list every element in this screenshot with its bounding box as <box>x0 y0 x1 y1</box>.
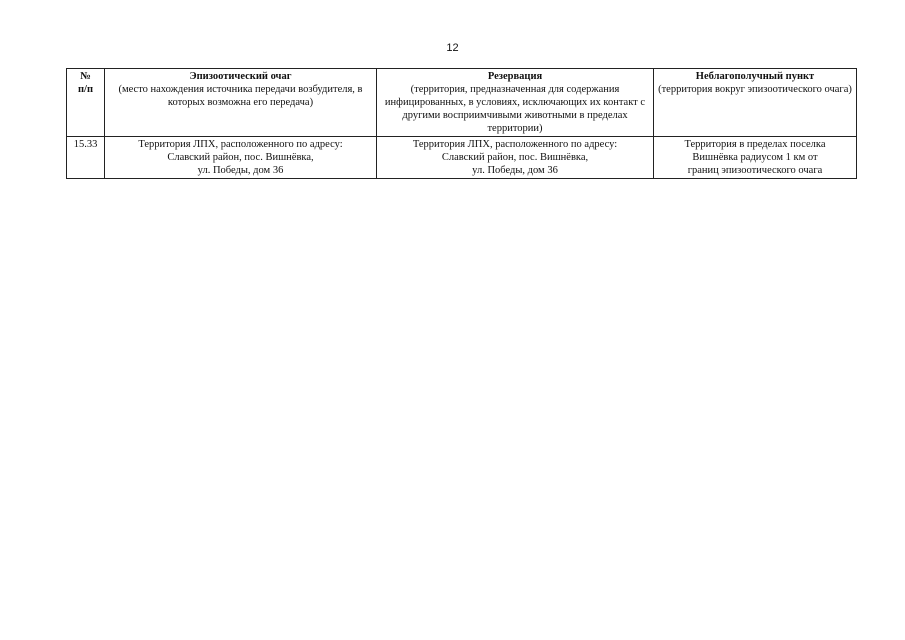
header-unfavorable-subtitle: (территория вокруг эпизоотического очага) <box>658 84 852 95</box>
header-number <box>67 69 105 137</box>
header-focus <box>105 69 377 137</box>
row-unfavorable <box>654 137 857 179</box>
row-unfavorable-line: Вишнёвка радиусом 1 км от <box>692 152 818 163</box>
row-reservation-line: Славский район, пос. Вишнёвка, <box>441 152 589 163</box>
row-reservation-line: ул. Победы, дом 36 <box>472 165 558 176</box>
header-unfavorable-title: Неблагополучный пункт <box>695 71 815 82</box>
row-focus-line: Славский район, пос. Вишнёвка, <box>167 152 314 163</box>
row-reservation-line: Территория ЛПХ, расположенного по адресу: <box>412 139 618 150</box>
row-unfavorable-line: Территория в пределах поселка <box>684 139 826 150</box>
row-focus-line: Территория ЛПХ, расположенного по адресу: <box>138 139 343 150</box>
page-number: 12 <box>446 42 459 54</box>
row-reservation <box>377 137 654 179</box>
row-focus-line: ул. Победы, дом 36 <box>197 165 284 176</box>
table-header-row <box>67 69 857 137</box>
header-focus-title: Эпизоотический очаг <box>189 71 292 82</box>
header-focus-subtitle: (место нахождения источника передачи возбудителя, в которых возможна его передача) <box>118 84 363 108</box>
header-unfavorable <box>654 69 857 137</box>
row-number: 15.33 <box>67 137 105 179</box>
row-unfavorable-line: границ эпизоотического очага <box>687 165 823 176</box>
epizootic-table <box>66 68 857 179</box>
header-reservation <box>377 69 654 137</box>
row-focus <box>105 137 377 179</box>
table-row <box>67 137 857 179</box>
header-reservation-subtitle: (территория, предназначенная для содержания инфицированных, в условиях, исключающих их контакт с другими восприимчивыми животными в пределах территории) <box>384 84 646 134</box>
header-reservation-title: Резервация <box>487 71 543 82</box>
header-number-label: № п/п <box>77 71 94 95</box>
